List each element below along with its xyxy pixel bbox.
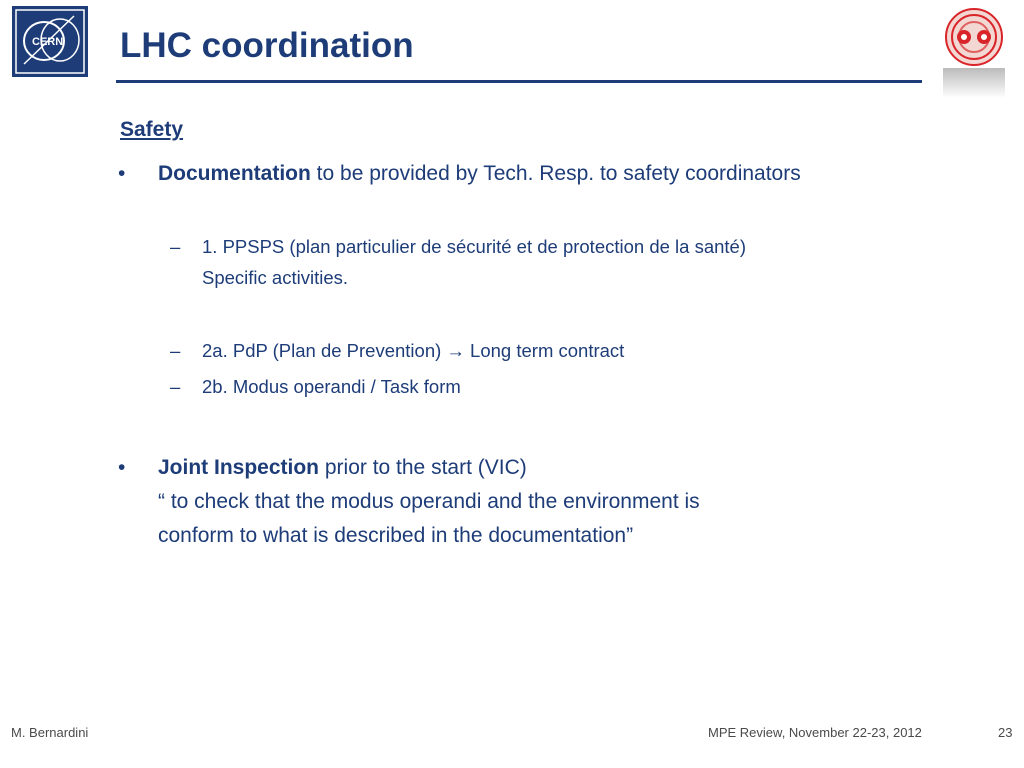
subitem-text: 2b. Modus operandi / Task form bbox=[202, 376, 461, 397]
slide-title: LHC coordination bbox=[120, 26, 414, 65]
section-heading: Safety bbox=[120, 118, 184, 141]
cern-logo bbox=[12, 6, 88, 77]
dash-symbol: – bbox=[170, 236, 181, 257]
bullet-description: to be provided by Tech. Resp. to safety coordinators bbox=[310, 162, 801, 185]
bullet-text bbox=[158, 157, 878, 191]
lhc-logo-icon bbox=[943, 6, 1005, 98]
dash-symbol: – bbox=[170, 340, 181, 361]
footer-author: M. Bernardini bbox=[11, 725, 89, 740]
bullet-symbol: • bbox=[118, 162, 126, 185]
cern-logo-text: CERN bbox=[32, 36, 64, 48]
bullet-quote-line: “ to check that the modus operandi and the environment is bbox=[158, 490, 700, 513]
subitem-line: 1. PPSPS (plan particulier de sécurité et de protection de la santé) bbox=[202, 236, 746, 257]
dash-symbol: – bbox=[170, 376, 181, 397]
footer-event: MPE Review, November 22-23, 2012 bbox=[708, 725, 922, 740]
bullet-text bbox=[158, 451, 878, 553]
subitem-line: Specific activities. bbox=[202, 267, 348, 288]
bullet-description: prior to the start (VIC) bbox=[319, 456, 527, 479]
title-divider bbox=[116, 80, 922, 83]
bullet-bold-term: Documentation bbox=[158, 162, 311, 185]
bullet-bold-term: Joint Inspection bbox=[158, 456, 320, 479]
lhc-logo bbox=[943, 6, 1005, 98]
bullet-quote-line: conform to what is described in the documentation” bbox=[158, 524, 634, 547]
page-number: 23 bbox=[998, 725, 1013, 740]
cern-logo-icon bbox=[12, 6, 88, 77]
subitem-text bbox=[202, 231, 902, 293]
subitem-text: 2a. PdP (Plan de Prevention) → Long term contract bbox=[202, 340, 625, 361]
bullet-symbol: • bbox=[118, 456, 126, 479]
